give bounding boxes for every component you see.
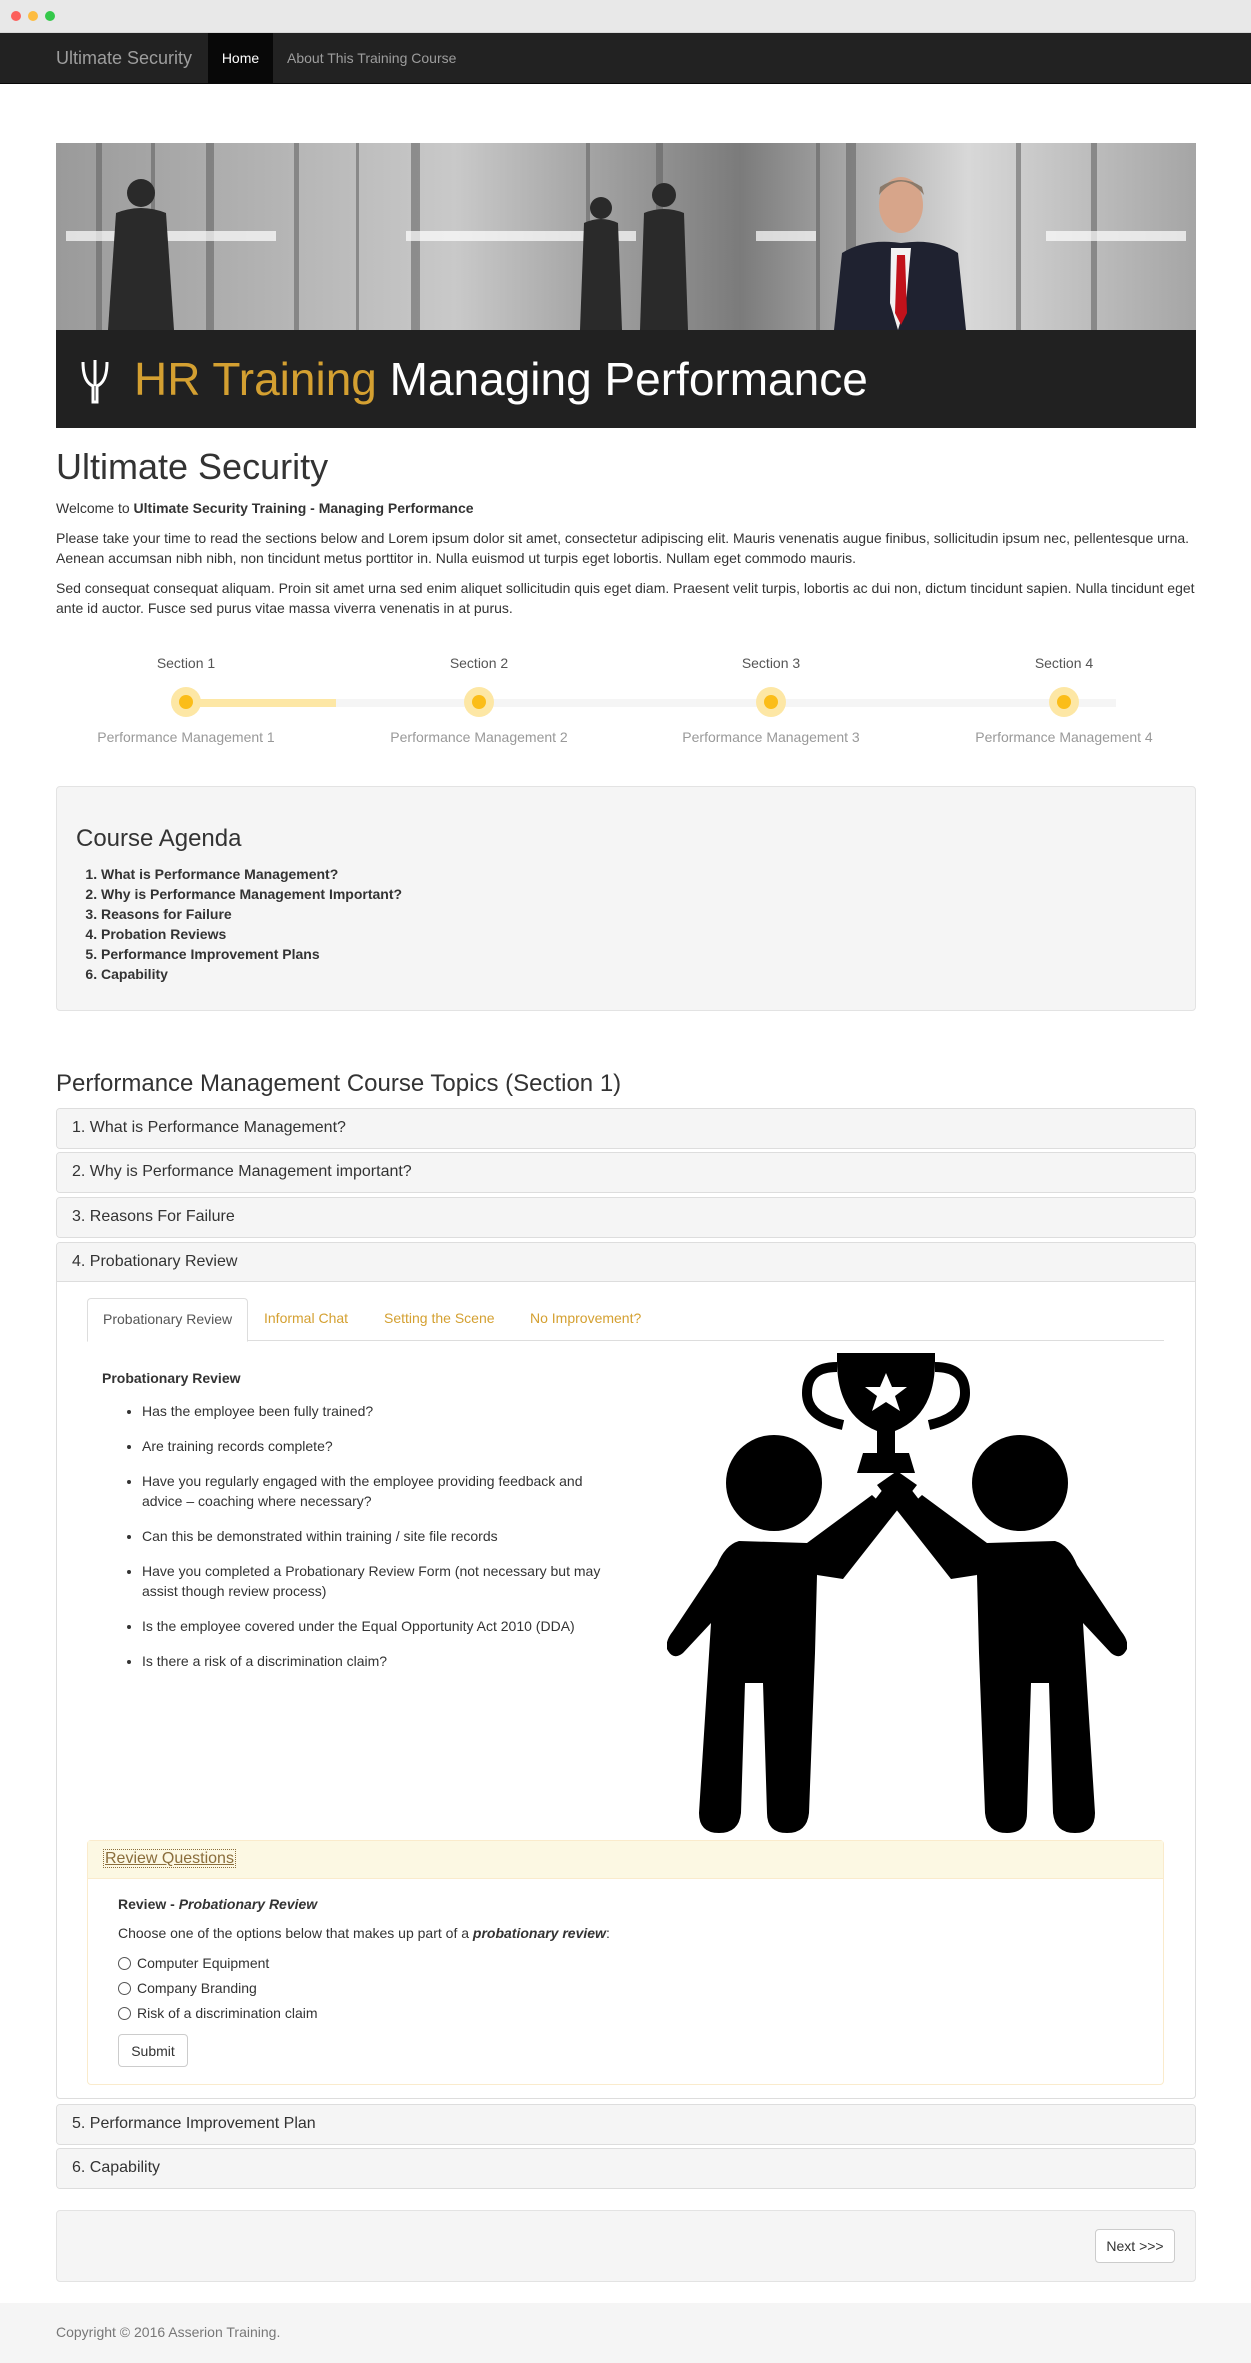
high-five-trophy-icon [667, 1353, 1127, 1833]
question-suffix: : [605, 1925, 610, 1941]
nav-about[interactable]: About This Training Course [287, 50, 457, 66]
browser-chrome [0, 0, 1251, 33]
checklist-item: • Has the employee been fully trained? [142, 1401, 612, 1421]
radio-button[interactable] [118, 2007, 131, 2020]
topic-panel-5[interactable] [56, 2104, 1196, 2145]
section-progress [56, 655, 1196, 755]
welcome-course-name: Ultimate Security Training - Managing Performance [133, 500, 474, 516]
step-title: Section 2 [449, 655, 509, 671]
option-discrimination-claim[interactable] [118, 2005, 318, 2021]
question-prefix: Choose one of the options below that makes up part of a [118, 1925, 473, 1941]
review-title [118, 1896, 317, 1912]
topic-tabs [87, 1298, 1164, 1341]
tab-setting-the-scene[interactable]: Setting the Scene [384, 1310, 495, 1326]
footer [0, 2303, 1251, 2363]
step-title: Section 1 [156, 655, 216, 671]
nav-home[interactable]: Home [208, 33, 273, 84]
close-window-icon[interactable] [11, 11, 21, 21]
option-computer-equipment[interactable] [118, 1955, 269, 1971]
checklist-item: • Is there a risk of a discrimination claim? [142, 1651, 612, 1671]
minimize-window-icon[interactable] [28, 11, 38, 21]
progress-step[interactable] [349, 655, 609, 745]
step-dot[interactable] [464, 687, 494, 717]
option-label: Risk of a discrimination claim [137, 2005, 318, 2021]
copyright: Copyright © 2016 Asserion Training. [56, 2324, 281, 2340]
step-subtitle: Performance Management 4 [975, 729, 1153, 745]
progress-step[interactable] [934, 655, 1194, 745]
pager-well [56, 2210, 1196, 2282]
checklist-item: • Is the employee covered under the Equal Opportunity Act 2010 (DDA) [142, 1616, 612, 1636]
course-agenda [56, 786, 1196, 1011]
agenda-item: 3. Reasons for Failure [101, 904, 402, 924]
progress-step[interactable] [641, 655, 901, 745]
tab-no-improvement[interactable]: No Improvement? [530, 1310, 642, 1326]
hero-title-accent: HR Training [134, 353, 377, 405]
hero-title-band [56, 330, 1196, 428]
radio-button[interactable] [118, 1957, 131, 1970]
topics-title: Performance Management Course Topics (Section 1) [56, 1070, 622, 1097]
step-dot[interactable] [1049, 687, 1079, 717]
hero-banner [56, 143, 1196, 428]
question-term: probationary review [472, 1925, 606, 1941]
tab-informal-chat[interactable]: Informal Chat [264, 1310, 349, 1326]
intro-paragraph-2: Sed consequat consequat aliquam. Proin sit amet urna sed enim aliquet sollicitudin quis eget diam. Praesent velit turpis, lobortis ac dui non, dictum tincidunt sapien. Nulla tincidunt eget ante id auctor. Fusce sed purus vitae massa viverra venenatis in at purus. [56, 580, 1195, 616]
step-subtitle: Performance Management 1 [97, 729, 275, 745]
topic-panel-4 [56, 1242, 1196, 2099]
tab-probationary-review[interactable]: Probationary Review [87, 1298, 248, 1342]
hero-title [134, 352, 868, 406]
option-label: Company Branding [137, 1980, 257, 1996]
step-dot[interactable] [171, 687, 201, 717]
trident-logo-icon [80, 356, 110, 404]
agenda-item: 6. Capability [101, 964, 402, 984]
office-people-photo [56, 143, 1196, 330]
step-title: Section 4 [1034, 655, 1094, 671]
progress-track-active [186, 699, 336, 707]
review-title-topic: Probationary Review [178, 1896, 318, 1912]
hero-title-main: Managing Performance [389, 353, 868, 405]
option-label: Computer Equipment [137, 1955, 270, 1971]
agenda-title: Course Agenda [76, 825, 242, 852]
review-heading [88, 1841, 1163, 1879]
agenda-item: 5. Performance Improvement Plans [101, 944, 402, 964]
welcome-text [56, 500, 474, 516]
next-button[interactable]: Next >>> [1095, 2229, 1175, 2263]
step-subtitle: Performance Management 2 [390, 729, 568, 745]
agenda-item: 4. Probation Reviews [101, 924, 402, 944]
topic-panel-6[interactable] [56, 2148, 1196, 2189]
submit-button[interactable]: Submit [118, 2034, 188, 2067]
agenda-item: 2. Why is Performance Management Important? [101, 884, 402, 904]
review-title-prefix: Review - [118, 1896, 179, 1912]
review-questions-panel [87, 1840, 1164, 2085]
checklist-item: • Can this be demonstrated within training / site file records [142, 1526, 612, 1546]
panel-heading[interactable]: 5. Performance Improvement Plan [57, 2105, 1195, 2144]
progress-track [336, 699, 1116, 707]
intro-paragraph-1: Please take your time to read the sections below and Lorem ipsum dolor sit amet, consectetur adipiscing elit. Mauris venenatis augue finibus, sollicitudin ipsum nec, pellentesque urna. Aenean accumsan nibh nibh, non tincidunt metus porttitor in. Nulla euismod ut turpis eget lobortis. Nullam eget commodo mauris. [56, 530, 1190, 566]
checklist-item: • Have you completed a Probationary Review Form (not necessary but may assist though review process) [142, 1561, 612, 1601]
navbar [0, 33, 1251, 84]
welcome-prefix: Welcome to [56, 500, 134, 516]
agenda-list [101, 864, 402, 984]
panel-heading[interactable]: 6. Capability [57, 2149, 1195, 2188]
panel-heading[interactable]: 4. Probationary Review [57, 1243, 1195, 1282]
checklist [142, 1401, 612, 1686]
step-title: Section 3 [741, 655, 801, 671]
radio-button[interactable] [118, 1982, 131, 1995]
panel-heading[interactable]: 2. Why is Performance Management important? [57, 1153, 1195, 1192]
review-questions-toggle[interactable]: Review Questions [105, 1850, 234, 1867]
tab-content-heading: Probationary Review [102, 1370, 241, 1386]
agenda-item: 1. What is Performance Management? [101, 864, 402, 884]
page-title: Ultimate Security [56, 446, 329, 487]
panel-heading[interactable]: 1. What is Performance Management? [57, 1109, 1195, 1148]
review-question [118, 1925, 610, 1941]
option-company-branding[interactable] [118, 1980, 257, 1996]
checklist-item: • Have you regularly engaged with the employee providing feedback and advice – coaching where necessary? [142, 1471, 612, 1511]
progress-step[interactable] [56, 655, 316, 745]
step-dot[interactable] [756, 687, 786, 717]
topic-panel-2[interactable] [56, 1152, 1196, 1193]
step-subtitle: Performance Management 3 [682, 729, 860, 745]
panel-heading[interactable]: 3. Reasons For Failure [57, 1198, 1195, 1237]
checklist-item: • Are training records complete? [142, 1436, 612, 1456]
topic-panel-1[interactable] [56, 1108, 1196, 1149]
maximize-window-icon[interactable] [45, 11, 55, 21]
navbar-brand[interactable]: Ultimate Security [56, 48, 193, 68]
topic-panel-3[interactable] [56, 1197, 1196, 1238]
